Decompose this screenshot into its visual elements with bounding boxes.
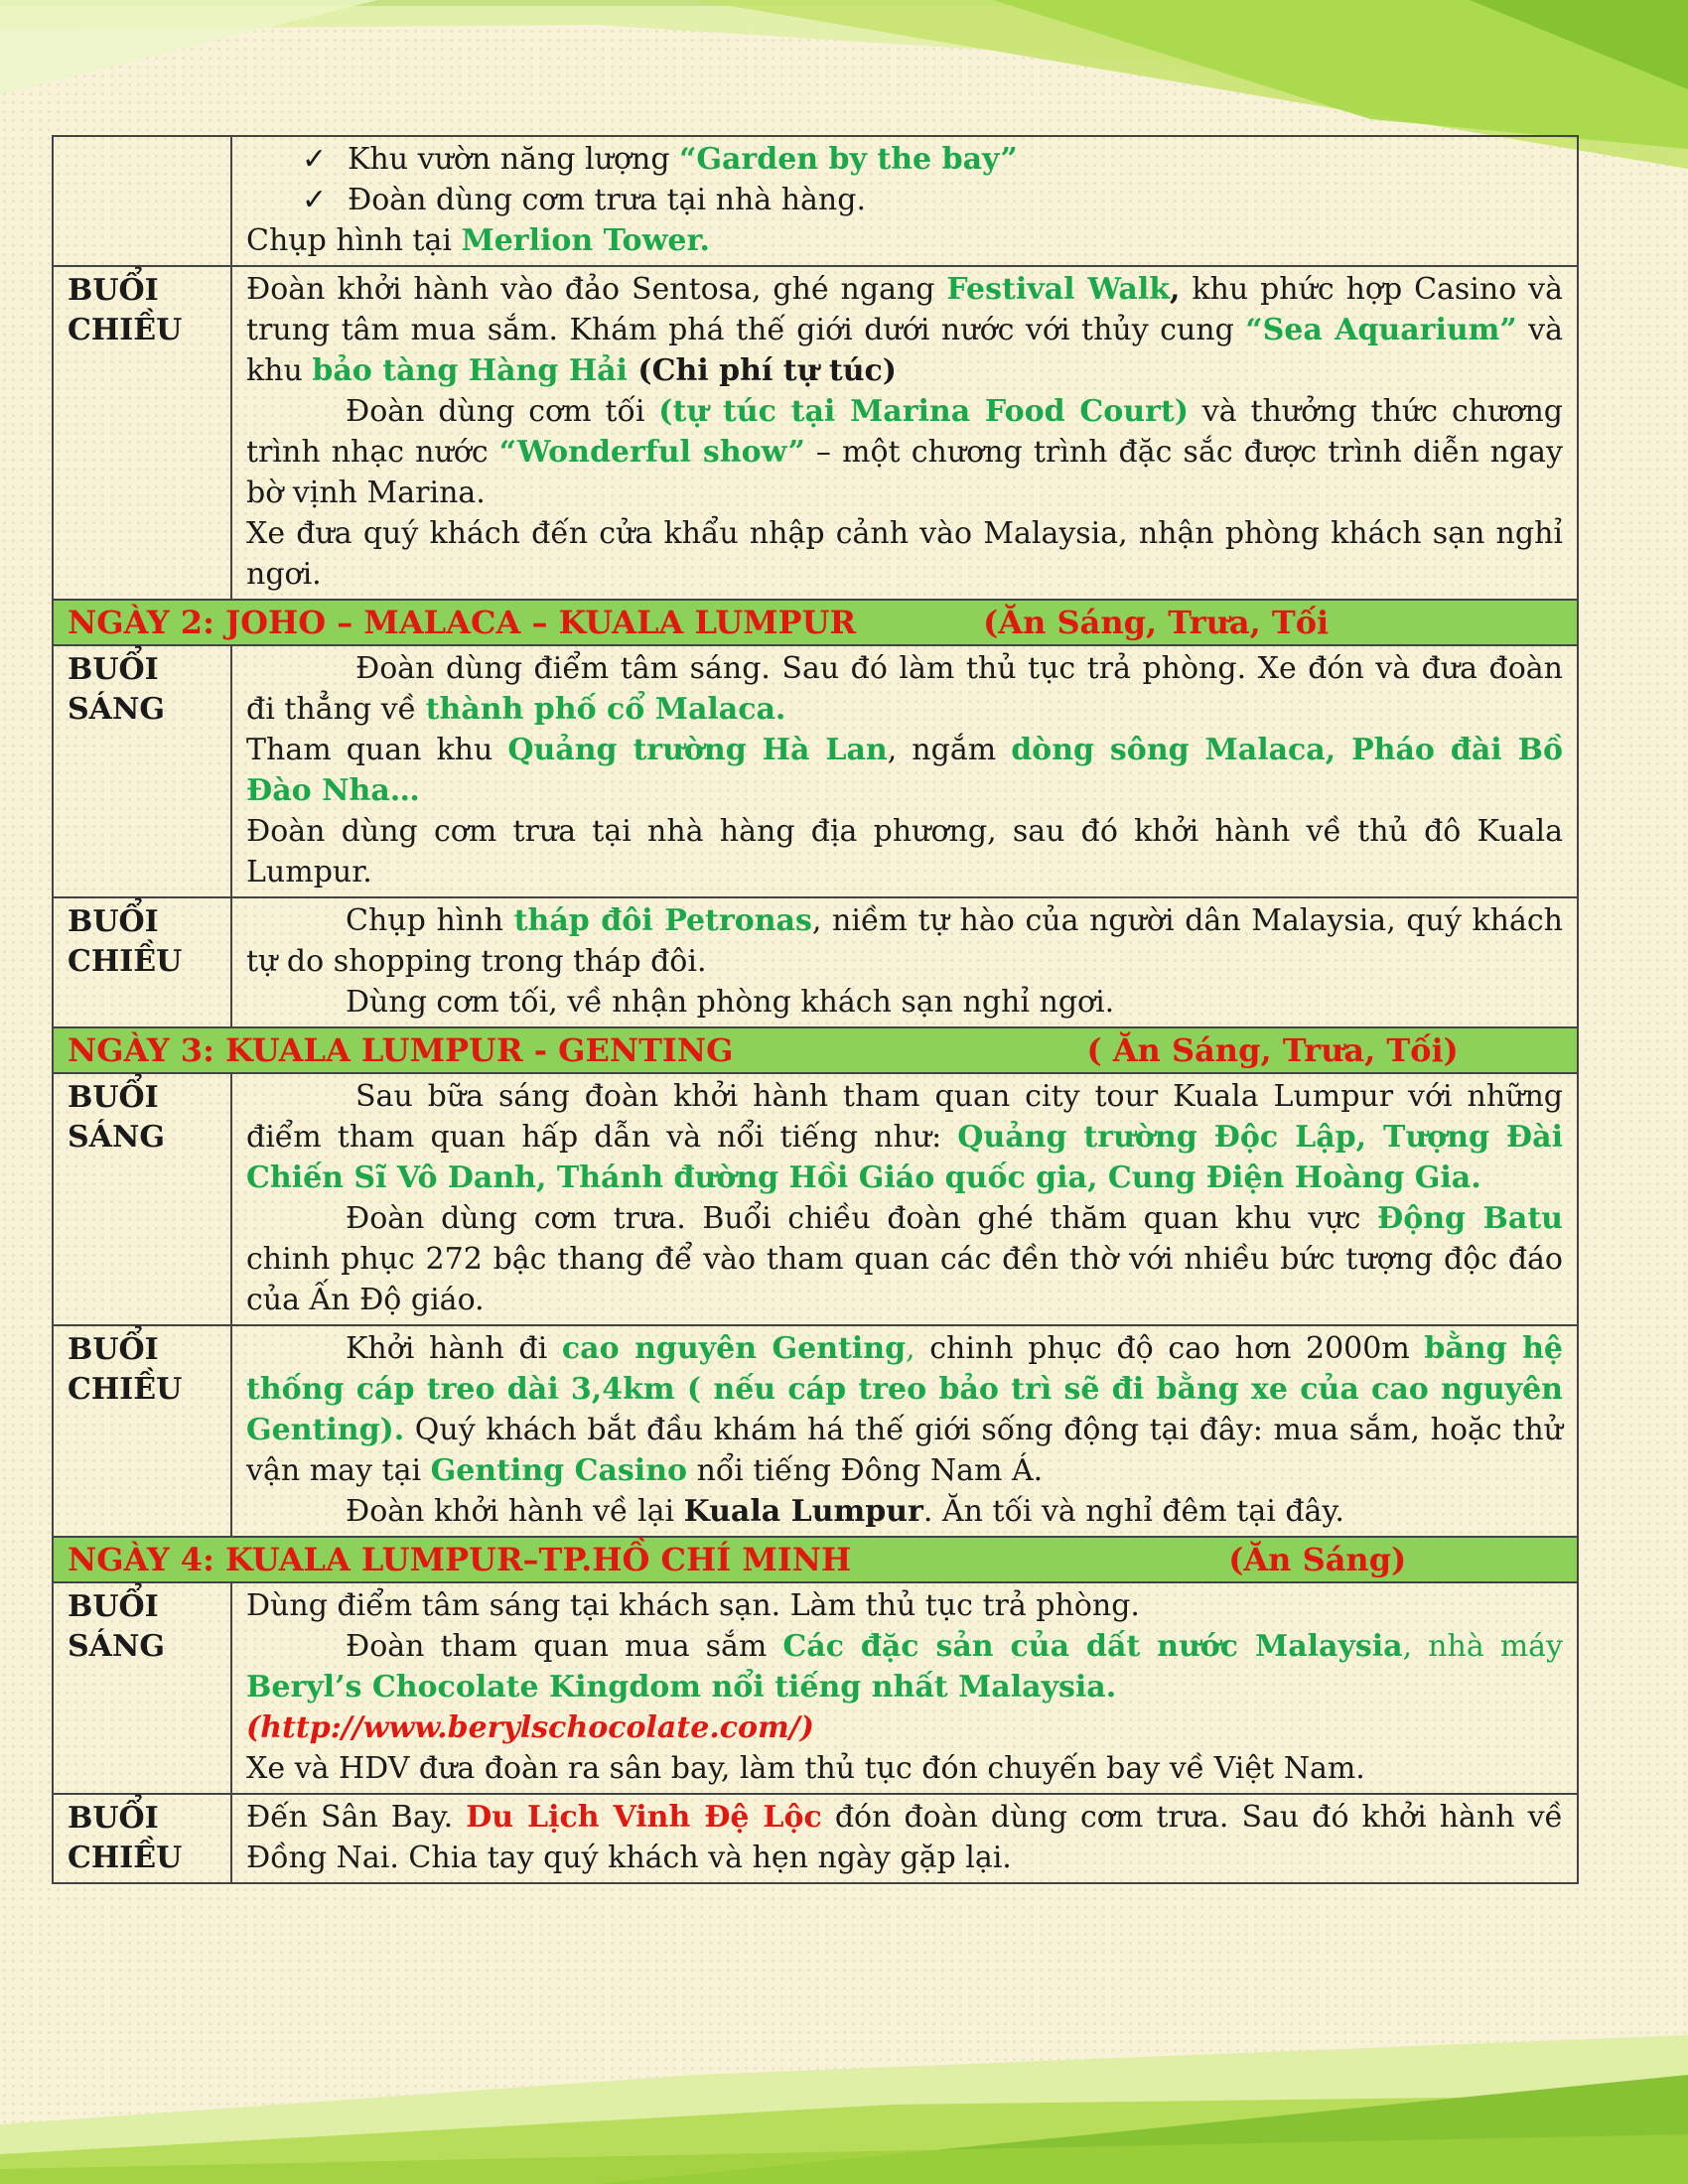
- paragraph: Xe và HDV đưa đoàn ra sân bay, làm thủ tục đón chuyến bay về Việt Nam.: [246, 1751, 1365, 1786]
- checkmark-icon: ✓: [302, 183, 328, 217]
- website-link[interactable]: (http://www.berylschocolate.com/): [246, 1710, 814, 1745]
- row-content: [231, 645, 1578, 897]
- paragraph: Đoàn dùng cơm trưa. Buổi chiều đoàn ghé thăm quan khu vực Động Batu chinh phục 272 bậc thang để vào tham quan các đền thờ với nhiều bức tượng độc đáo của Ấn Độ giáo.: [246, 1201, 1563, 1317]
- paragraph: Xe đưa quý khách đến cửa khẩu nhập cảnh vào Malaysia, nhận phòng khách sạn nghỉ ngơi.: [246, 516, 1563, 592]
- row-label: BUỔI CHIỀU: [53, 1794, 231, 1883]
- day-header-3: [53, 1027, 1578, 1073]
- day-title: NGÀY 3: KUALA LUMPUR - GENTING: [68, 1031, 734, 1069]
- itinerary-row-afternoon-day3: [53, 1325, 1578, 1537]
- paragraph: Đến Sân Bay. Du Lịch Vinh Đệ Lộc đón đoàn dùng cơm trưa. Sau đó khởi hành về Đồng Nai. Chia tay quý khách và hẹn ngày gặp lại.: [246, 1800, 1564, 1875]
- row-label: BUỔI SÁNG: [53, 645, 231, 897]
- checklist-item: ✓ Đoàn dùng cơm trưa tại nhà hàng.: [246, 180, 1563, 220]
- day-header-4: [53, 1537, 1578, 1582]
- paragraph: Đoàn tham quan mua sắm Các đặc sản của dất nước Malaysia, nhà máy Beryl’s Chocolate Kingdom nổi tiếng nhất Malaysia.: [246, 1629, 1563, 1705]
- itinerary-row-morning-day4: [53, 1582, 1578, 1794]
- row-label: BUỔI CHIỀU: [53, 897, 231, 1027]
- day-title: NGÀY 2: JOHO – MALACA – KUALA LUMPUR: [68, 604, 857, 641]
- itinerary-row-morning-day1: [53, 136, 1578, 266]
- paragraph: Tham quan khu Quảng trường Hà Lan, ngắm dòng sông Malaca, Pháo đài Bồ Đào Nha…: [246, 733, 1564, 808]
- day-meals: ( Ăn Sáng, Trưa, Tối): [1086, 1031, 1459, 1069]
- itinerary-row-afternoon-day4: [53, 1794, 1578, 1883]
- checklist-item: ✓ Khu vườn năng lượng “Garden by the bay”: [246, 139, 1563, 180]
- itinerary-row-afternoon-day2: [53, 897, 1578, 1027]
- row-label: BUỔI SÁNG: [53, 1073, 231, 1325]
- checkmark-icon: ✓: [302, 142, 328, 177]
- place-name: Merlion Tower.: [461, 223, 710, 258]
- itinerary-table: [52, 135, 1579, 1884]
- itinerary-row-morning-day2: [53, 645, 1578, 897]
- paragraph: Đoàn dùng cơm trưa tại nhà hàng địa phương, sau đó khởi hành về thủ đô Kuala Lumpur.: [246, 814, 1563, 889]
- paragraph: Đoàn dùng cơm tối (tự túc tại Marina Food Court) và thưởng thức chương trình nhạc nước “Wonderful show” – một chương trình đặc sắc được trình diễn ngay bờ vịnh Marina.: [246, 394, 1564, 510]
- row-content: [231, 1325, 1578, 1537]
- day-meals: (Ăn Sáng): [1228, 1541, 1407, 1578]
- row-content: [231, 897, 1578, 1027]
- row-content: [231, 266, 1578, 600]
- row-label: BUỔI CHIỀU: [53, 266, 231, 600]
- row-content: [231, 136, 1578, 266]
- paragraph: Đoàn khởi hành về lại Kuala Lumpur. Ăn tối và nghỉ đêm tại đây.: [346, 1494, 1344, 1529]
- row-label: BUỔI SÁNG: [53, 1582, 231, 1794]
- day-title: NGÀY 4: KUALA LUMPUR–TP.HỒ CHÍ MINH: [68, 1541, 852, 1578]
- itinerary-row-morning-day3: [53, 1073, 1578, 1325]
- paragraph: Chụp hình tháp đôi Petronas, niềm tự hào của người dân Malaysia, quý khách tự do shopping trong tháp đôi.: [246, 903, 1563, 979]
- place-name: “Garden by the bay”: [679, 142, 1018, 177]
- row-content: [231, 1073, 1578, 1325]
- paragraph: Đoàn khởi hành vào đảo Sentosa, ghé ngang Festival Walk, khu phức hợp Casino và trung tâm mua sắm. Khám phá thế giới dưới nước với thủy cung “Sea Aquarium” và khu bảo tàng Hàng Hải (Chi phí tự túc): [246, 272, 1564, 388]
- company-name: Du Lịch Vinh Đệ Lộc: [466, 1800, 822, 1835]
- day-meals: (Ăn Sáng, Trưa, Tối: [983, 604, 1330, 641]
- itinerary-row-afternoon-day1: [53, 266, 1578, 600]
- paragraph: Chụp hình tại Merlion Tower.: [246, 223, 710, 258]
- row-content: [231, 1582, 1578, 1794]
- paragraph: Dùng cơm tối, về nhận phòng khách sạn nghỉ ngơi.: [346, 985, 1115, 1020]
- paragraph: Dùng điểm tâm sáng tại khách sạn. Làm thủ tục trả phòng.: [246, 1588, 1140, 1623]
- paragraph: Sau bữa sáng đoàn khởi hành tham quan city tour Kuala Lumpur với những điểm tham quan hấp dẫn và nổi tiếng như: Quảng trường Độc Lập, Tượng Đài Chiến Sĩ Vô Danh, Thánh đường Hồi Giáo quốc gia, Cung Điện Hoàng Gia.: [246, 1079, 1563, 1195]
- day-header-2: [53, 600, 1578, 645]
- paragraph: Khởi hành đi cao nguyên Genting, chinh phục độ cao hơn 2000m bằng hệ thống cáp treo dài 3,4km ( nếu cáp treo bảo trì sẽ đi bằng xe của cao nguyên Genting). Quý khách bắt đầu khám há thế giới sống động tại đây: mua sắm, hoặc thử vận may tại Genting Casino nổi tiếng Đông Nam Á.: [246, 1331, 1564, 1488]
- bottom-green-decoration: [0, 2015, 1688, 2184]
- row-content: [231, 1794, 1578, 1883]
- paragraph: Đoàn dùng điểm tâm sáng. Sau đó làm thủ tục trả phòng. Xe đón và đưa đoàn đi thẳng về thành phố cổ Malaca.: [246, 651, 1563, 727]
- row-label: BUỔI CHIỀU: [53, 1325, 231, 1537]
- row-label-empty: [53, 136, 231, 266]
